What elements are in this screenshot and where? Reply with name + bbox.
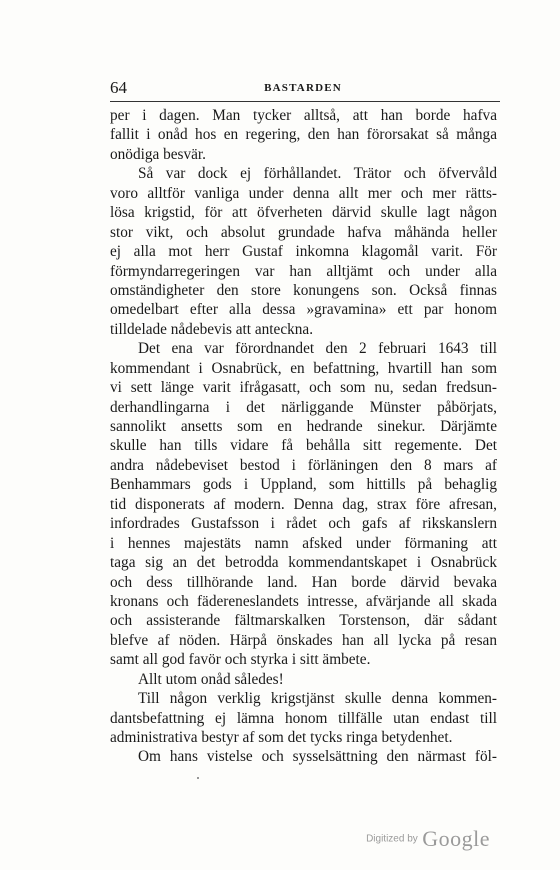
text-line: Om hans vistelse och sysselsättning den närmast föl-	[138, 748, 497, 766]
text-line: i hennes majestäts namn afsked under förmaning att	[110, 534, 497, 552]
running-title: BASTARDEN	[264, 82, 342, 94]
text-line: tid disponerats af modern. Denna dag, strax före afresan,	[110, 495, 497, 513]
text-line: andra nådebeviset bestod i förläningen den 8 mars af	[110, 456, 497, 474]
text-line: fallit i onåd hos en regering, den han förorsakat så många	[110, 126, 497, 144]
text-line: sannolikt ansetts som en hedrande sinekur. Därjämte	[110, 418, 497, 435]
header-rule	[110, 101, 500, 102]
text-line: kommendant i Osnabrück, en befattning, hvartill han som	[110, 359, 497, 377]
text-line: och dess tillhörande land. Han borde därvid bevaka	[110, 573, 497, 591]
text-line: omedelbart efter alla dessa »gravamina» ett par honom	[110, 301, 497, 319]
body-text	[110, 106, 497, 767]
paper-speck	[197, 777, 199, 779]
text-line: ej alla mot herr Gustaf inkomna klagomål varit. För	[110, 243, 497, 261]
text-line: taga sig an det betrodda kommendantskapet i Osnabrück	[110, 554, 497, 572]
text-line: Benhammars gods i Uppland, som hittills på behaglig	[110, 476, 497, 494]
text-line: omständigheter den store konungens son. Också finnas	[110, 281, 497, 299]
text-line: per i dagen. Man tycker alltså, att han borde hafva	[110, 107, 497, 124]
digitization-watermark	[366, 826, 490, 852]
text-line: Till någon verklig krigstjänst skulle denna kommen-	[138, 690, 497, 708]
text-line: skulle han tills vidare få behålla sitt regemente. Det	[110, 437, 497, 455]
text-line: vi sett länge varit ifrågasatt, och som nu, sedan fredsun-	[110, 379, 497, 397]
text-line: blefve af nöden. Härpå önskades han all lycka på resan	[110, 631, 497, 649]
text-line: onödiga besvär.	[110, 145, 207, 163]
text-line: Det ena var förordnandet den 2 februari 1643 till	[138, 340, 497, 358]
text-line: Allt utom onåd således!	[138, 670, 284, 688]
text-line: Så var dock ej förhållandet. Trätor och öfvervåld	[138, 165, 497, 183]
google-logo-text: Google	[422, 826, 490, 851]
text-line: voro alltför vanliga under denna allt mer och mer rätts-	[110, 184, 497, 202]
text-line: infordrades Gustafsson i rådet och gafs af rikskanslern	[110, 515, 497, 533]
text-line: lösa krigstid, för att öfverheten därvid skulle lagt någon	[110, 204, 497, 222]
text-line: dantsbefattning ej lämna honom tillfälle utan endast till	[110, 709, 497, 727]
text-line: kronans och fädereneslandets intresse, afvärjande all skada	[110, 592, 497, 610]
text-line: administrativa bestyr af som det tycks ringa betydenhet.	[110, 729, 453, 746]
text-line: tilldelade nådebevis att anteckna.	[110, 320, 314, 338]
text-line: stor vikt, och absolut grundade hafva måhända heller	[110, 223, 497, 241]
text-line: och assisterande fältmarskalken Torstenson, där sådant	[110, 612, 497, 630]
digitized-by-label: Digitized by	[366, 833, 418, 845]
page-number: 64	[110, 78, 127, 97]
text-line: förmyndarregeringen var han alltjämt och under alla	[110, 262, 497, 280]
text-line: samt all god favör och styrka i sitt ämbete.	[110, 651, 371, 669]
text-line: derhandlingarna i det närliggande Münster påbörjats,	[110, 398, 497, 416]
page-header	[110, 78, 496, 100]
